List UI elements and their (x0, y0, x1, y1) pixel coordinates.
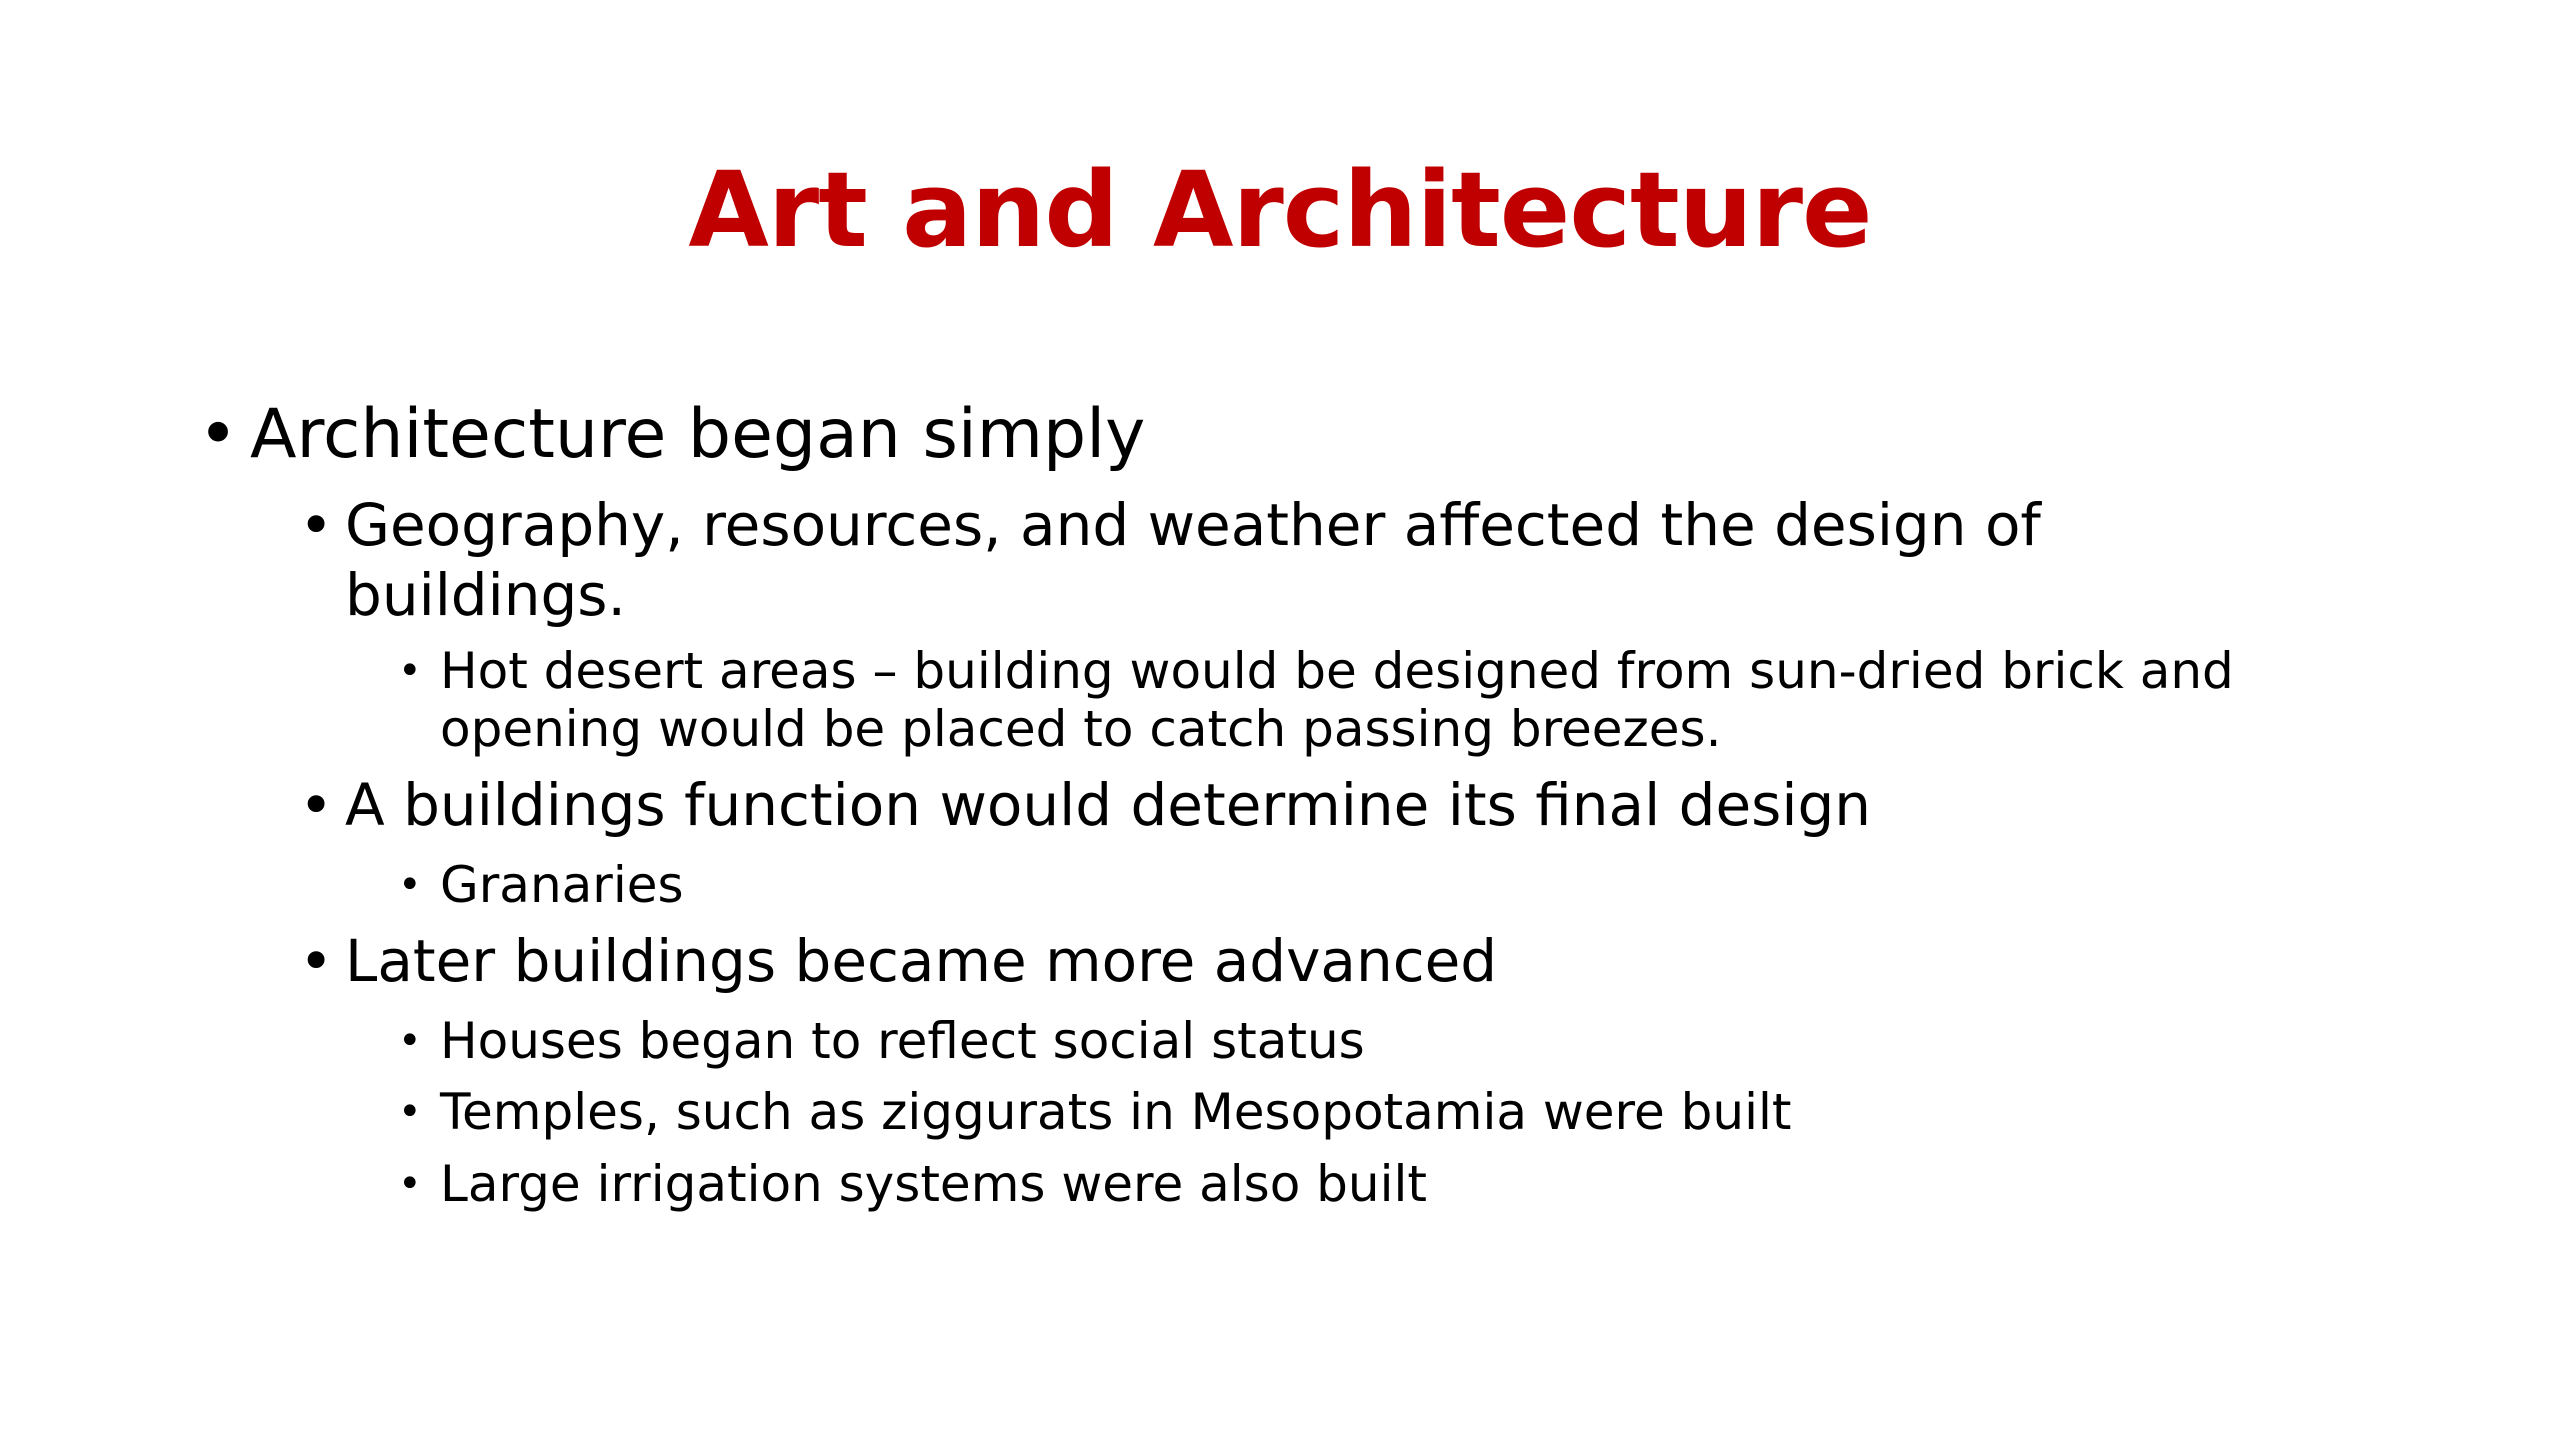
bullet-text: Large irrigation systems were also built (440, 1155, 1427, 1213)
bullet-item-architecture-began (198, 395, 1146, 475)
bullet-text-line-2: opening would be placed to catch passing breezes. (440, 700, 1722, 758)
bullet-item-houses (398, 1012, 1365, 1070)
bullet-text-line-1: Geography, resources, and weather affected the design of (345, 491, 2041, 559)
bullet-text-line-2: buildings. (345, 561, 626, 629)
bullet-icon: • (398, 1161, 422, 1207)
bullet-item-granaries (398, 856, 684, 914)
bullet-text: Granaries (440, 856, 684, 914)
bullet-text: Architecture began simply (250, 395, 1146, 474)
bullet-icon: • (299, 491, 334, 559)
bullet-item-irrigation (398, 1155, 1427, 1213)
bullet-item-later-buildings (299, 926, 1498, 996)
slide-title: Art and Architecture (688, 149, 1872, 271)
bullet-item-hot-desert (398, 642, 2234, 758)
bullet-icon: • (198, 395, 239, 474)
bullet-icon: • (398, 1089, 422, 1135)
bullet-item-buildings-function (299, 770, 1872, 840)
bullet-icon: • (398, 862, 422, 908)
bullet-icon: • (398, 648, 422, 694)
bullet-icon: • (299, 927, 334, 995)
bullet-text: Temples, such as ziggurats in Mesopotamia were built (440, 1083, 1792, 1141)
bullet-icon: • (299, 771, 334, 839)
bullet-text: Later buildings became more advanced (345, 927, 1498, 995)
bullet-item-temples (398, 1083, 1792, 1141)
bullet-text: A buildings function would determine its final design (345, 771, 1872, 839)
bullet-icon: • (398, 1018, 422, 1064)
bullet-item-geography (299, 490, 2041, 630)
bullet-text: Houses began to reflect social status (440, 1012, 1365, 1070)
bullet-text-line-1: Hot desert areas – building would be designed from sun-dried brick and (440, 642, 2234, 700)
